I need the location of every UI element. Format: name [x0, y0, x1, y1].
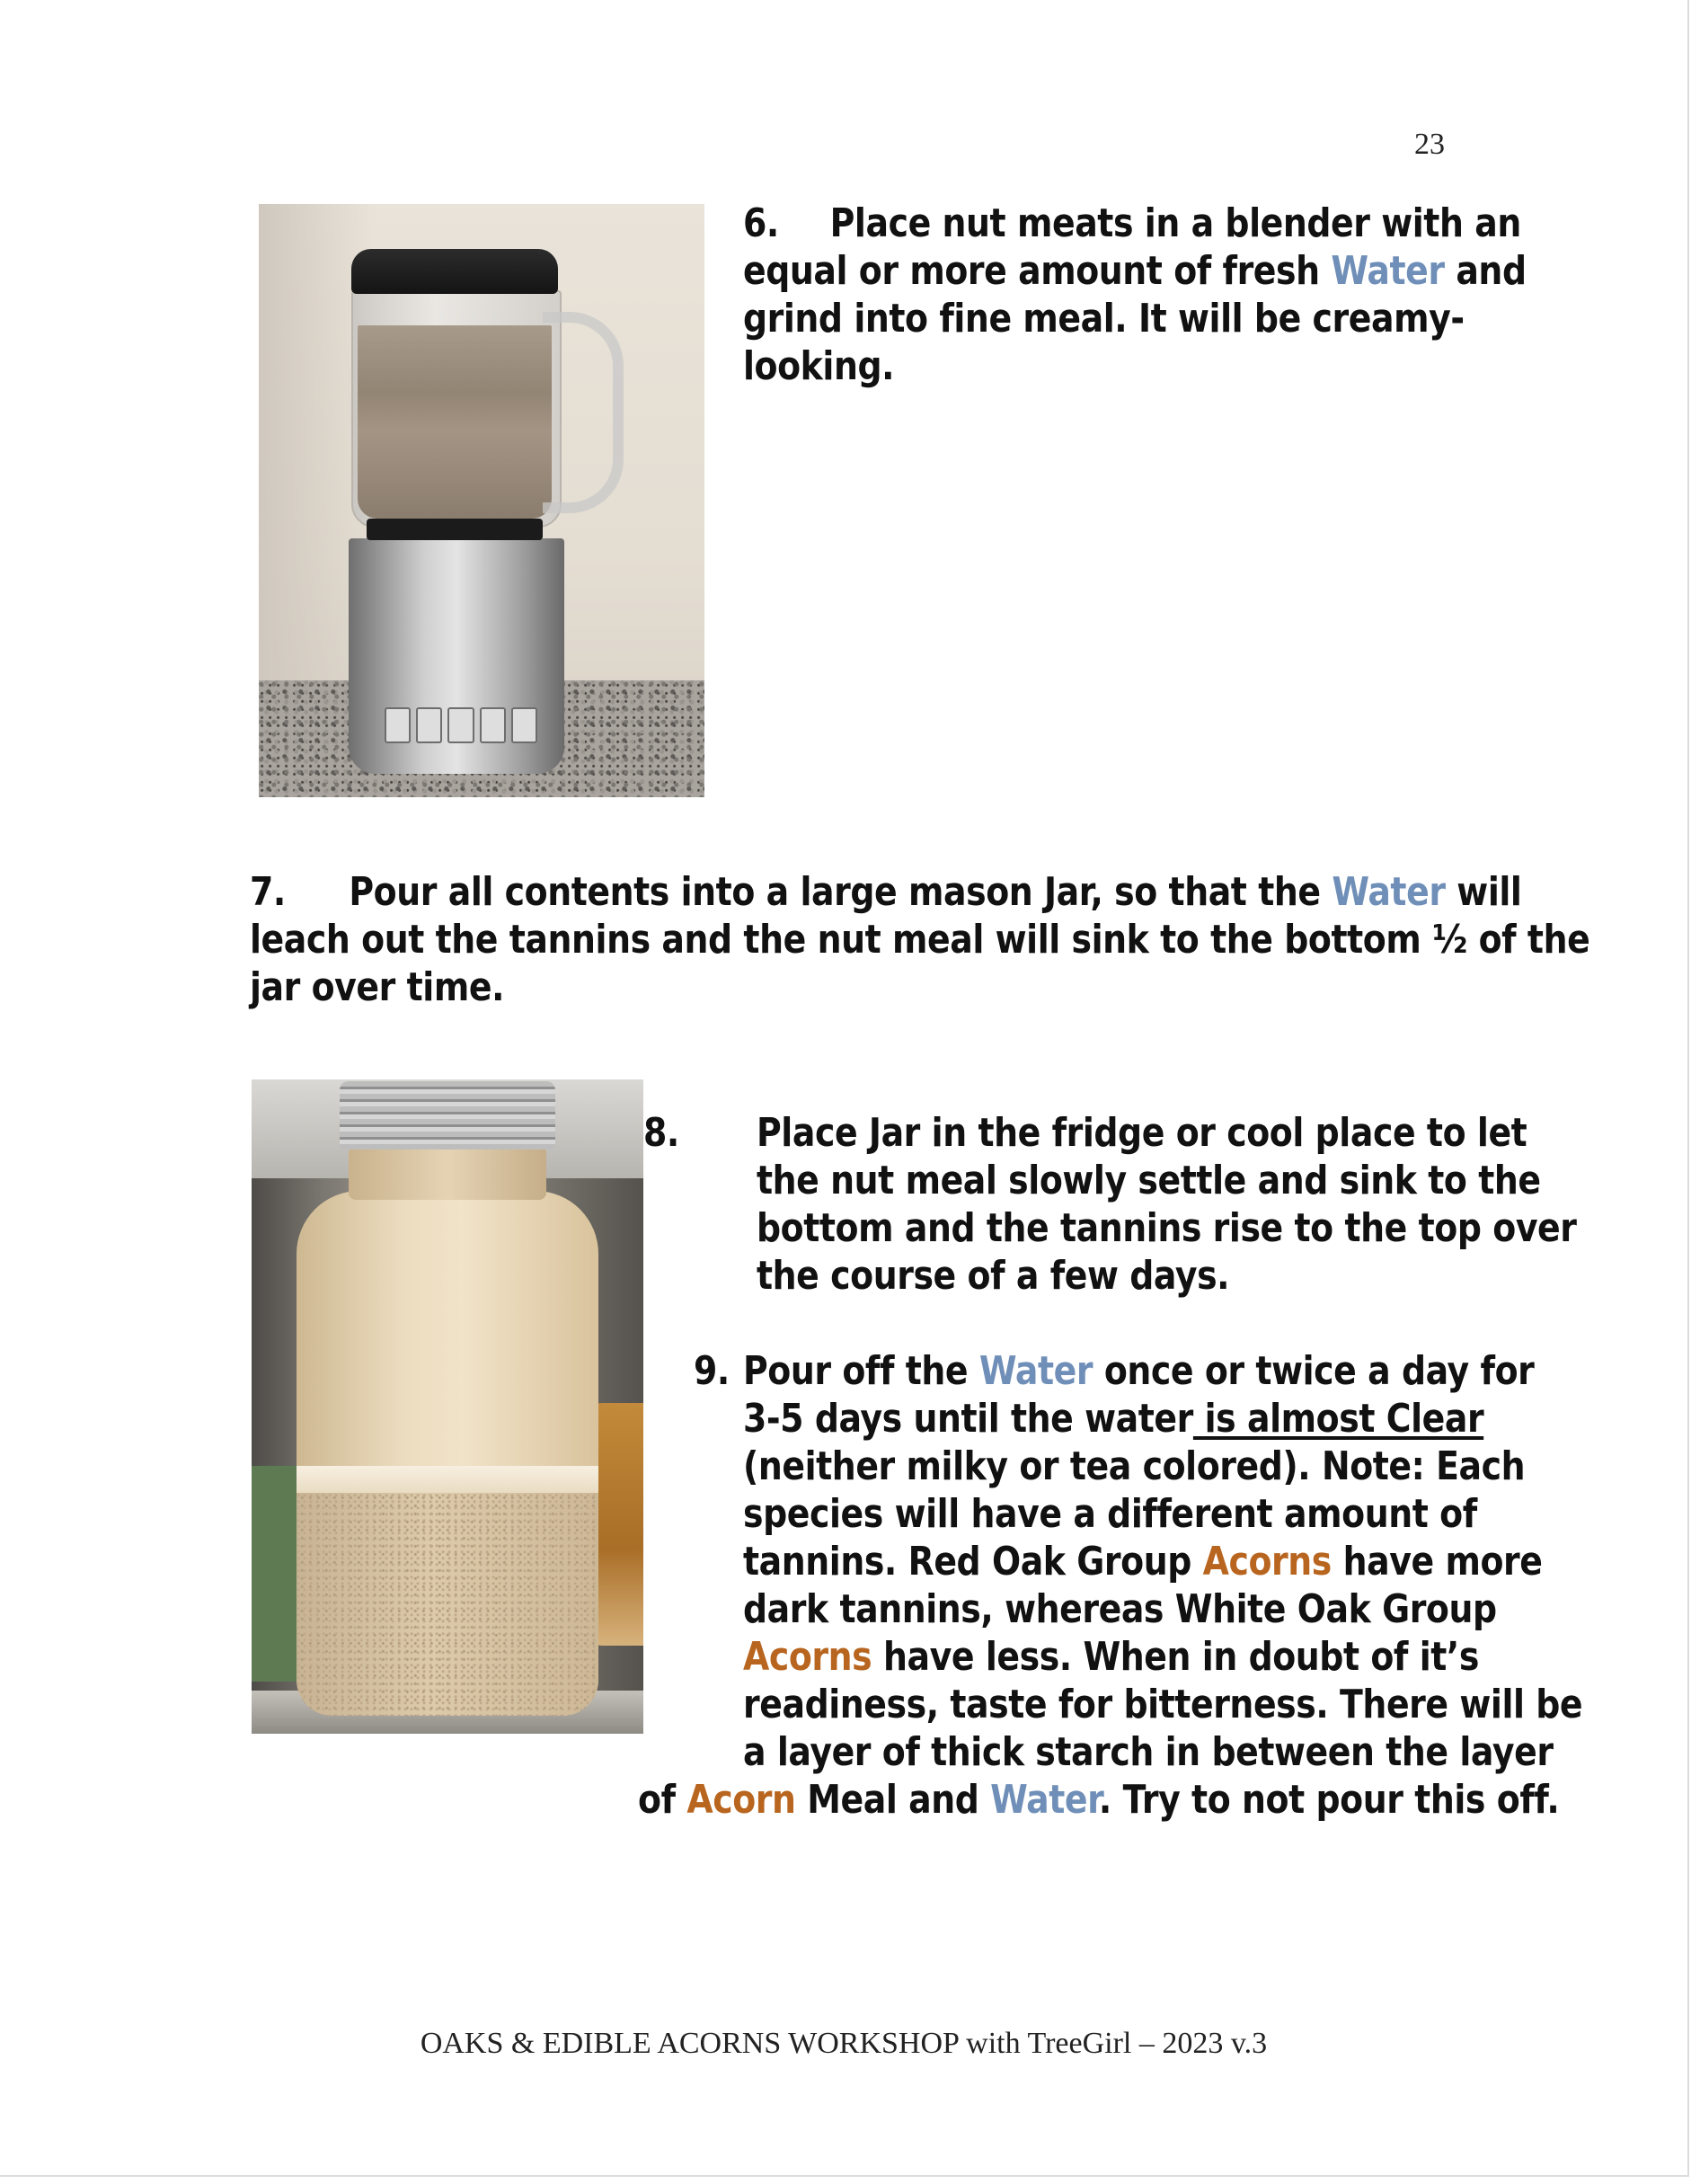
step-6: [743, 200, 1527, 390]
water-word: Water: [978, 1348, 1093, 1394]
water-word: Water: [1332, 869, 1446, 915]
acorn-word: Acorns: [1202, 1539, 1332, 1585]
step-9-line-8: readiness, taste for bitterness. There will be: [743, 1682, 1583, 1727]
starch-layer: [297, 1466, 598, 1493]
step-7: [250, 868, 1589, 1011]
blender-collar: [367, 519, 543, 540]
blender-handle: [543, 312, 624, 513]
jar-neck: [349, 1146, 546, 1200]
step-9-line-3: (neither milky or tea colored). Note: Each: [743, 1443, 1526, 1489]
blender-button: [385, 707, 411, 743]
step-8-line-1: Place Jar in the fridge or cool place to let: [757, 1110, 1527, 1156]
blender-lid: [351, 249, 558, 294]
water-word: Water: [990, 1777, 1099, 1823]
acorn-word: Acorn: [686, 1777, 796, 1823]
step-9-line-5: tannins. Red Oak Group Acorns have more: [743, 1539, 1543, 1585]
jar-lid: [340, 1081, 555, 1150]
step-7-number: 7.: [250, 869, 286, 915]
acorn-word: Acorns: [743, 1634, 872, 1680]
page-footer: OAKS & EDIBLE ACORNS WORKSHOP with TreeGirl – 2023 v.3: [420, 2027, 1268, 2060]
acorn-slurry: [358, 325, 552, 519]
step-6-line-4: looking.: [743, 343, 895, 389]
step-8-line-4: the course of a few days.: [757, 1253, 1230, 1299]
step-8-line-2: the nut meal slowly settle and sink to the: [757, 1158, 1541, 1203]
mason-jar-photo: [252, 1079, 643, 1734]
settled-acorn-meal: [297, 1493, 598, 1716]
step-9-number: 9.: [694, 1348, 730, 1394]
blender-button: [511, 707, 537, 743]
step-6-number: 6.: [743, 200, 779, 246]
step-9-body: [743, 1395, 1582, 1776]
step-9-line-10: of Acorn Meal and Water. Try to not pour this off.: [638, 1777, 1560, 1823]
step-9-line-1: Pour off the Water once or twice a day for: [743, 1348, 1535, 1394]
step-7-line-2: leach out the tannins and the nut meal will sink to the bottom ½ of the: [250, 917, 1590, 963]
step-9-line-9: a layer of thick starch in between the layer: [743, 1729, 1554, 1775]
step-9-line-4: species will have a different amount of: [743, 1491, 1477, 1537]
step-9-line-7: Acorns have less. When in doubt of it’s: [743, 1634, 1479, 1680]
blender-button: [416, 707, 442, 743]
step-9-line-6: dark tannins, whereas White Oak Group: [743, 1586, 1497, 1632]
water-word: Water: [1331, 248, 1445, 294]
step-6-line-2: equal or more amount of fresh Water and: [743, 248, 1527, 294]
blender-button: [447, 707, 474, 743]
step-9-line-2: 3-5 days until the water is almost Clear: [743, 1396, 1484, 1442]
step-8-body: [757, 1109, 1577, 1300]
step-8-line-3: bottom and the tannins rise to the top over: [757, 1205, 1577, 1251]
step-6-line-1: 6. Place nut meats in a blender with an: [743, 200, 1521, 246]
step-6-line-3: grind into fine meal. It will be creamy-: [743, 296, 1465, 342]
blender-buttons: [385, 707, 537, 743]
blender-photo: [259, 204, 704, 797]
blender-button: [480, 707, 506, 743]
step-7-line-3: jar over time.: [250, 964, 505, 1010]
step-7-line-1: 7. Pour all contents into a large mason Jar, so that the Water will: [250, 869, 1522, 915]
underlined-phrase: is almost Clear: [1192, 1396, 1484, 1442]
page-number: 23: [1414, 128, 1445, 161]
step-8-number: 8.: [643, 1110, 679, 1156]
